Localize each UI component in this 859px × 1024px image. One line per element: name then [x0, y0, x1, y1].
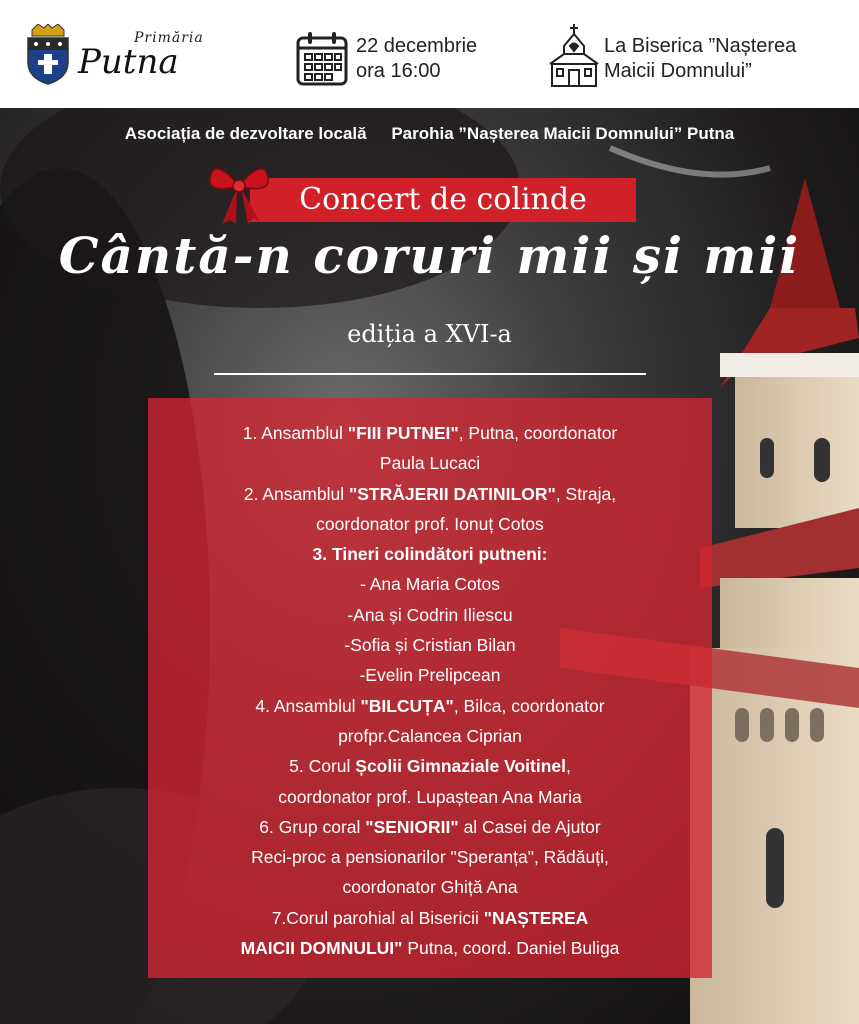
concert-label: Concert de colinde	[299, 182, 587, 217]
date-line: 22 decembrie	[356, 35, 478, 57]
list-item: -Ana și Codrin Iliescu	[347, 604, 513, 625]
list-item: coordonator Ghiță Ana	[342, 877, 518, 898]
organizer-left: Asociația de dezvoltare locală	[124, 124, 367, 143]
location-line-1: La Biserica ”Nașterea	[604, 35, 797, 57]
edition-label: ediția a XVI-a	[347, 320, 512, 348]
list-item: -Evelin Prelipcean	[359, 665, 501, 686]
logo-main-text: Putna	[78, 42, 179, 82]
list-item: -Sofia și Cristian Bilan	[344, 635, 516, 656]
bow-icon	[204, 156, 274, 226]
crest-icon	[24, 24, 72, 86]
event-location	[604, 34, 796, 84]
list-item: 5. Corul Școlii Gimnaziale Voitinel,	[289, 756, 571, 777]
list-item: 2. Ansamblul "STRĂJERII DATINILOR", Straja,	[243, 483, 617, 504]
list-item: 6. Grup coral "SENIORII" al Casei de Ajutor	[259, 816, 601, 837]
list-item: 4. Ansamblul "BILCUȚA", Bilca, coordonator	[255, 695, 605, 716]
logo	[74, 24, 224, 94]
list-item: 1. Ansamblul "FIII PUTNEI", Putna, coordonator	[242, 423, 618, 443]
program-list	[148, 418, 712, 963]
organizer-right: Parohia ”Nașterea Maicii Domnului” Putna	[391, 124, 735, 143]
concert-label-banner	[250, 178, 636, 222]
time-line: ora 16:00	[356, 60, 441, 82]
header-bar	[0, 0, 859, 108]
location-line-2: Maicii Domnului”	[604, 60, 752, 82]
program-box	[148, 398, 712, 978]
event-date	[356, 34, 477, 84]
list-item: coordonator prof. Lupaștean Ana Maria	[278, 786, 582, 807]
organizers	[0, 124, 859, 144]
list-item: 3. Tineri colindători putneni:	[312, 544, 548, 565]
main-title: Cântă-n coruri mii și mii	[58, 226, 801, 285]
church-icon	[546, 24, 602, 88]
divider	[214, 373, 646, 375]
list-item: MAICII DOMNULUI" Putna, coord. Daniel Buliga	[240, 938, 620, 959]
list-item: profpr.Calancea Ciprian	[338, 725, 522, 746]
list-item: 7.Corul parohial al Bisericii "NAȘTEREA	[271, 907, 589, 928]
calendar-icon	[296, 30, 348, 86]
list-item: Paula Lucaci	[379, 453, 481, 474]
logo-top-text: Primăria	[134, 30, 204, 46]
list-item: - Ana Maria Cotos	[359, 574, 501, 595]
list-item: Reci-proc a pensionarilor "Speranța", Rădăuți,	[251, 847, 609, 868]
list-item: coordonator prof. Ionuț Cotos	[316, 513, 544, 534]
poster	[0, 108, 859, 1024]
